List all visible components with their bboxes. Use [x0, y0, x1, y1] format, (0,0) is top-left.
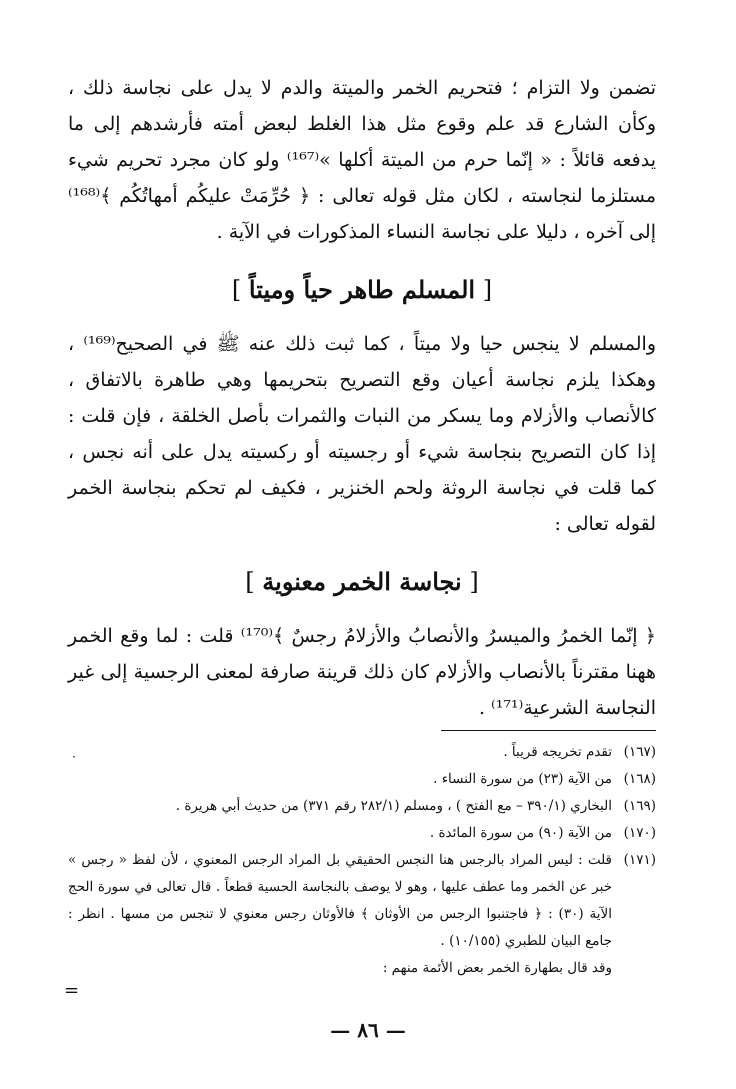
footnote-number: (١٧٠)	[623, 825, 656, 841]
footnote-number: (١٦٩)	[623, 798, 656, 814]
footnotes	[68, 730, 656, 982]
page-body	[68, 70, 656, 726]
section-heading-wine-impurity: [ نجاسة الخمر معنوية ]	[245, 567, 479, 596]
paragraph-1: تضمن ولا التزام ؛ فتحريم الخمر والميتة والدم لا يدل على نجاسة ذلك ، وكأن الشارع قد علم وقوع مثل هذا الغلط لبعض أمته فأرشدهم إلى ما يدفعه قائلاً : « إنّما حرم من الميتة أكلها »⁽¹⁶⁷⁾ ولو كان مجرد تحريم شيء مستلزما لنجاسته ، لكان مثل قوله تعالى : ﴿ حُرِّمَتْ عليكُم أمهاتُكُم ﴾⁽¹⁶⁸⁾ إلى آخره ، دليلا على نجاسة النساء المذكورات في الآية .	[68, 77, 656, 243]
footnote-171	[68, 847, 656, 955]
margin-dot: ·	[72, 750, 76, 764]
footnote-170	[68, 820, 656, 847]
page-number: — ٨٦ —	[330, 1018, 406, 1042]
footnote-text: من الآية (٩٠) من سورة المائدة .	[429, 825, 612, 841]
paragraph-2: والمسلم لا ينجس حيا ولا ميتاً ، كما ثبت ذلك عنه ﷺ في الصحيح⁽¹⁶⁹⁾ ، وهكذا يلزم نجاسة أعيان وقع التصريح بتحريمها وهي طاهرة بالاتفاق ، كالأنصاب والأزلام وما يسكر من النبات والثمرات بأصل الخلقة ، فإن قلت : إذا كان التصريح بنجاسة شيء أو رجسيته أو ركسيته يدل على أنه نجس ، كما قلت في نجاسة الروثة ولحم الخنزير ، فكيف لم تحكم بنجاسة الخمر لقوله تعالى :	[68, 333, 656, 535]
footnote-169	[68, 793, 656, 820]
footnote-number: (١٦٨)	[623, 771, 656, 787]
footnote-continuation: وقد قال بطهارة الخمر بعض الأئمة منهم :	[382, 960, 612, 976]
heading-text: المسلم طاهر حياً وميتاً	[248, 275, 476, 304]
footnote-separator	[441, 730, 656, 731]
footnote-167	[68, 739, 656, 766]
footnote-list	[68, 739, 656, 982]
footnote-text: البخاري (٣٩٠/١ – مع الفتح ) ، ومسلم (٢٨٢/١ رقم ٣٧١) من حديث أبي هريرة .	[175, 798, 612, 814]
margin-equals-mark: =	[64, 980, 80, 1001]
footnote-text: قلت : ليس المراد بالرجس هنا النجس الحقيقي بل المراد الرجس المعنوي ، لأن لفظ « رجس » خبر عن الخمر وما عطف عليها ، وهو لا يوصف بالنجاسة الحسية قطعاً . قال تعالى في سورة الحج الآية (٣٠) : ﴿ فاجتنبوا الرجس من الأوثان ﴾ فالأوثان رجس معنوي لا تنجس من مسها . انظر : جامع البيان للطبري (١٠/١٥٥) .	[68, 852, 612, 949]
footnote-continuation-row	[68, 955, 656, 982]
footnote-168	[68, 766, 656, 793]
footnote-text: من الآية (٢٣) من سورة النساء .	[433, 771, 612, 787]
section-heading-muslim-pure: [ المسلم طاهر حياً وميتاً ]	[231, 275, 493, 304]
paragraph-3: ﴿ إنّما الخمرُ والميسرُ والأنصابُ والأزلامُ رجسٌ ﴾⁽¹⁷⁰⁾ قلت : لما وقع الخمر ههنا مقترناً بالأنصاب والأزلام كان ذلك قرينة صارفة لمعنى الرجسية إلى غير النجاسة الشرعية⁽¹⁷¹⁾ .	[68, 625, 657, 719]
footnote-text: تقدم تخريجه قريباً .	[503, 744, 612, 760]
heading-text: نجاسة الخمر معنوية	[262, 567, 462, 596]
footnote-number: (١٦٧)	[623, 744, 656, 760]
footnote-number: (١٧١)	[623, 852, 656, 868]
